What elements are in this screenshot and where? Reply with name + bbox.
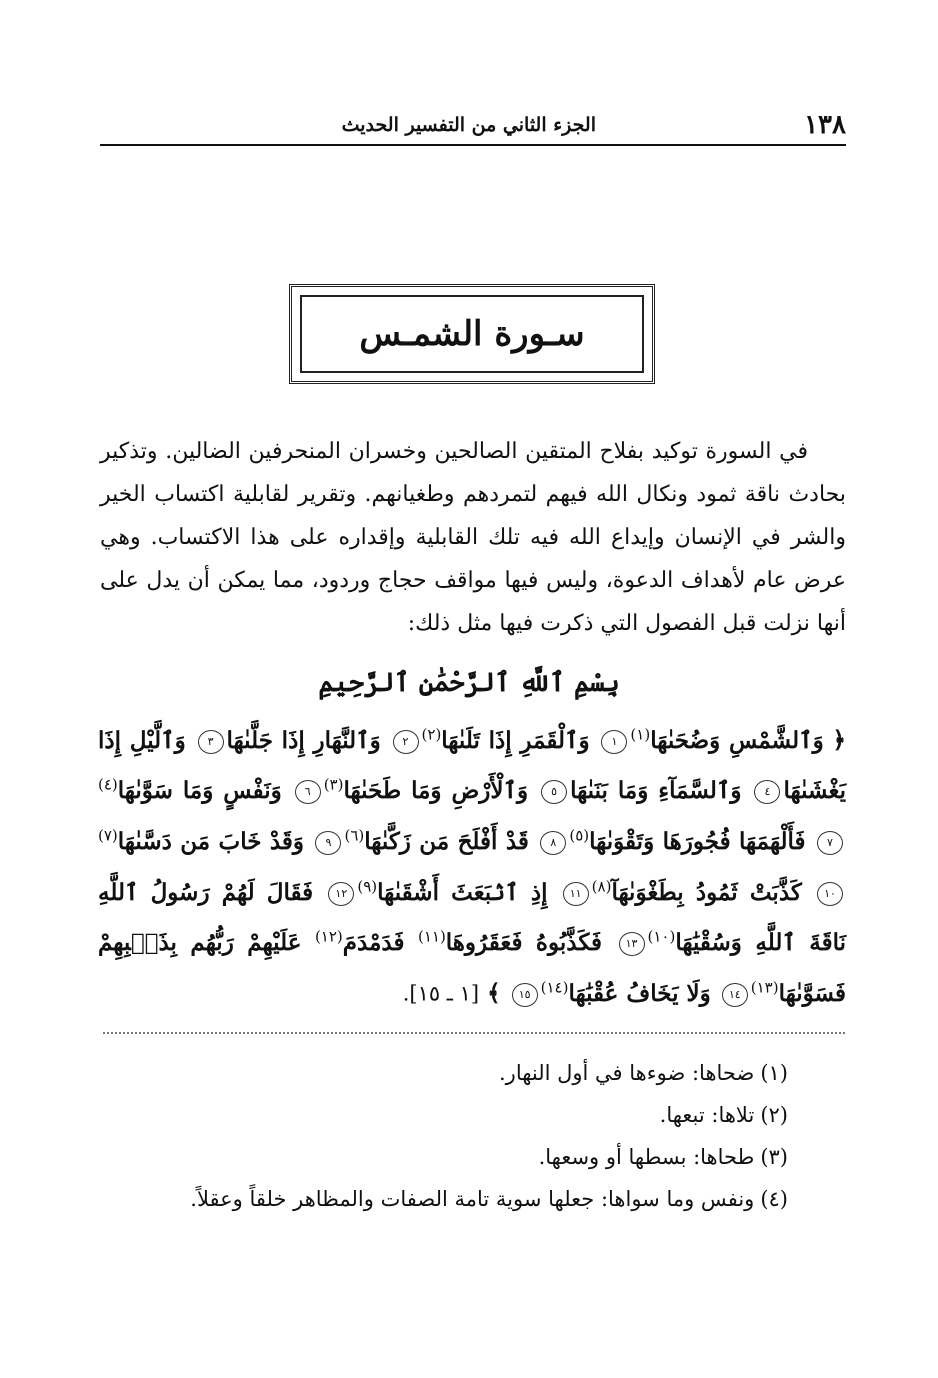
footnote-ref: (٢) [421,725,442,743]
verse-citation: [١ ـ ١٥]. [402,981,480,1006]
verses-block [98,712,846,1017]
ayah-number-mark: ٢ [393,730,419,754]
header-title: الجزء الثاني من التفسير الحديث [341,114,596,136]
ayah-number-mark: ١١ [563,882,589,906]
ayah-number-mark: ١٤ [722,983,748,1007]
verse-text: وَٱلْأَرْضِ وَمَا طَحَىٰهَا [343,777,529,805]
verse-text: وَٱلشَّمْسِ وَضُحَىٰهَا [650,726,824,754]
footnote-ref: (١٠) [647,927,676,946]
footnote-number: (٣) [760,1145,788,1169]
verse-3 [195,727,381,754]
footnotes-list [100,1052,788,1220]
verse-6 [292,777,528,804]
verse-text: فَكَذَّبُوهُ فَعَقَرُوهَا [445,929,603,957]
verse-close-bracket: ﴾ [487,979,501,1007]
footnote-ref: (١٢) [314,927,343,946]
verse-8 [537,828,805,855]
ayah-number-mark: ١٠ [817,882,843,906]
footnote-number: (٢) [760,1103,788,1127]
footnote-ref: (٩) [357,876,378,895]
footnote-ref: (٧) [98,826,118,845]
verse-open-bracket: ﴿ [832,726,847,754]
ayah-number-mark: ٤ [754,780,780,804]
footnote-item [100,1178,788,1220]
footnote-item [100,1094,788,1136]
running-header [100,108,846,146]
verse-14b [315,929,405,956]
intro-paragraph [100,430,846,645]
footnote-item [100,1136,788,1178]
verse-text: وَلَا يَخَافُ عُقْبَٰهَا [568,979,711,1007]
footnote-ref: (١) [630,725,651,743]
ayah-number-mark: ٨ [540,831,566,855]
verse-text: إِذِ ٱنۢبَعَثَ أَشْقَىٰهَا [377,878,548,906]
verse-text: عَلَيْهِمْ رَبُّهُم بِذَنۢبِهِمْ فَسَوَّىٰهَا [98,929,846,1007]
footnote-ref: (٥) [569,826,590,845]
ayah-number-mark: ٧ [817,831,843,855]
ayah-number-mark: ٦ [295,780,321,804]
verse-2 [390,727,590,754]
verse-5 [538,777,741,804]
footnote-ref: (٨) [591,876,612,895]
footnote-number: (١) [760,1061,788,1085]
verse-1 [598,727,823,754]
surah-title-inner-frame [300,295,644,373]
ayah-number-mark: ١٢ [328,882,354,906]
ayah-number-mark: ١٣ [619,932,645,956]
verse-text: وَقَدْ خَابَ مَن دَسَّىٰهَا [117,827,305,855]
footnote-ref: (٣) [323,775,344,794]
footnote-ref: (٦) [344,826,365,845]
verse-text: وَٱلَّيْلِ إِذَا يَغْشَىٰهَا [98,726,847,805]
footnote-text: ضحاها: ضوءها في أول النهار. [499,1061,755,1085]
footnote-ref: (٤) [98,775,118,794]
ayah-number-mark: ٥ [541,780,567,804]
footnote-ref: (١٤) [540,978,569,997]
verse-text: وَنَفْسٍ وَمَا سَوَّىٰهَا [117,777,282,805]
page-number: ١٣٨ [804,110,846,140]
ayah-number-mark: ٣ [198,730,224,754]
verse-text: كَذَّبَتْ ثَمُودُ بِطَغْوَىٰهَآ [611,878,802,906]
verse-text: وَٱلسَّمَآءِ وَمَا بَنَىٰهَا [570,777,742,805]
footnote-ref: (١١) [417,927,446,946]
verse-text: فَدَمْدَمَ [342,929,405,957]
verse-text: فَأَلْهَمَهَا فُجُورَهَا وَتَقْوَىٰهَا [589,827,806,855]
footnote-number: (٤) [760,1187,788,1211]
verse-text: فَقَالَ لَهُمْ رَسُولُ ٱللَّهِ نَاقَةَ ٱللَّهِ وَسُقْيَٰهَا [98,878,846,957]
surah-title: سـورة الشمـس [359,314,585,354]
footnote-text: تلاها: تبعها. [659,1103,755,1127]
verse-text: قَدْ أَفْلَحَ مَن زَكَّىٰهَا [364,827,529,855]
footnote-text: ونفس وما سواها: جعلها سوية تامة الصفات والمظاهر خلقاً وعقلاً. [190,1187,755,1211]
ayah-number-mark: ١ [601,730,627,754]
verse-text: وَٱلْقَمَرِ إِذَا تَلَىٰهَا [441,726,590,754]
surah-title-frame [289,284,655,384]
verse-9 [312,828,528,855]
verse-11 [560,876,802,906]
footnote-divider [103,1032,845,1034]
intro-text: في السورة توكيد بفلاح المتقين الصالحين وخسران المنحرفين الضالين. وتذكير بحادث ناقة ثمود ونكال الله فيهم لتمردهم وطغيانهم. وتقرير لقابلية اكتساب الخير والشر في الإنسان وإيداع الله فيه تلك القابلية وإقداره على هذا الاكتساب. وهي عرض عام لأهداف الدعوة، وليس فيها مواقف حجاج وردود، مما يمكن أن يدل على أنها نزلت قبل الفصول التي ذكرت فيها مثل ذلك: [100,439,846,636]
ayah-number-mark: ٩ [315,831,341,855]
verse-text: وَٱلنَّهَارِ إِذَا جَلَّىٰهَا [226,726,381,754]
basmala: بِسْمِ ٱللَّهِ ٱلرَّحْمَٰنِ ٱلرَّحِيمِ [318,668,620,698]
footnote-text: طحاها: بسطها أو وسعها. [538,1145,755,1169]
footnote-ref: (١٣) [750,978,779,997]
verse-12 [325,876,548,906]
ayah-number-mark: ١٥ [512,983,538,1007]
footnote-item [100,1052,788,1094]
verse-14a [418,929,602,956]
verse-15 [509,980,711,1007]
